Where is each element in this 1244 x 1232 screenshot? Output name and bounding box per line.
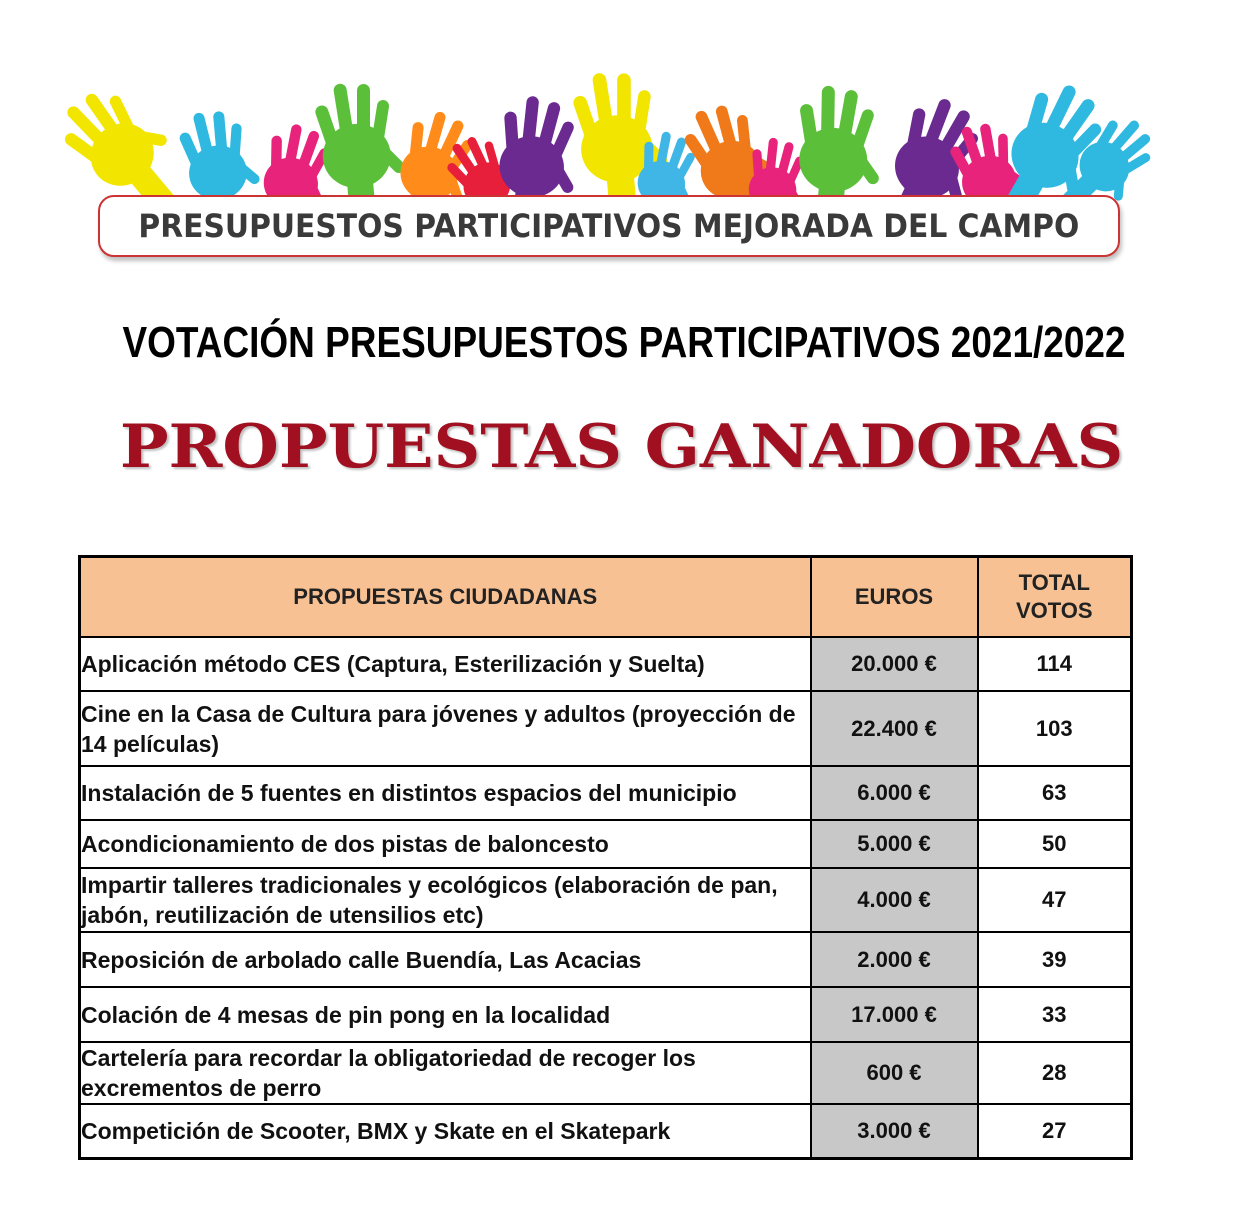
votes-cell: 103 bbox=[978, 691, 1132, 766]
votes-cell: 28 bbox=[978, 1042, 1132, 1104]
proposal-cell: Acondicionamiento de dos pistas de baloncesto bbox=[80, 820, 811, 868]
euros-cell: 3.000 € bbox=[811, 1104, 978, 1158]
proposal-cell: Instalación de 5 fuentes en distintos espacios del municipio bbox=[80, 766, 811, 820]
table-row bbox=[80, 868, 1132, 932]
page-title bbox=[0, 412, 1244, 482]
banner-text: PRESUPUESTOS PARTICIPATIVOS MEJORADA DEL CAMPO bbox=[138, 207, 1080, 245]
colorful-hands-illustration bbox=[55, 58, 1155, 208]
table-row bbox=[80, 987, 1132, 1042]
proposal-cell: Competición de Scooter, BMX y Skate en el Skatepark bbox=[80, 1104, 811, 1158]
euros-cell: 6.000 € bbox=[811, 766, 978, 820]
voting-subtitle bbox=[0, 318, 1244, 368]
subtitle-text: VOTACIÓN PRESUPUESTOS PARTICIPATIVOS 2021/2022 bbox=[122, 318, 1126, 367]
votes-cell: 39 bbox=[978, 932, 1132, 987]
table-row bbox=[80, 766, 1132, 820]
euros-cell: 17.000 € bbox=[811, 987, 978, 1042]
banner bbox=[98, 195, 1120, 257]
table-header-row bbox=[80, 557, 1132, 638]
votes-cell: 27 bbox=[978, 1104, 1132, 1158]
header-euros: EUROS bbox=[811, 557, 978, 638]
title-text: PROPUESTAS GANADORAS bbox=[120, 412, 1124, 482]
header-proposals: PROPUESTAS CIUDADANAS bbox=[80, 557, 811, 638]
euros-cell: 2.000 € bbox=[811, 932, 978, 987]
proposal-cell: Cartelería para recordar la obligatoriedad de recoger los excrementos de perro bbox=[80, 1042, 811, 1104]
euros-cell: 20.000 € bbox=[811, 637, 978, 691]
votes-cell: 33 bbox=[978, 987, 1132, 1042]
table-row bbox=[80, 1042, 1132, 1104]
table-row bbox=[80, 637, 1132, 691]
table-row bbox=[80, 820, 1132, 868]
results-table bbox=[78, 555, 1133, 1160]
euros-cell: 5.000 € bbox=[811, 820, 978, 868]
votes-cell: 114 bbox=[978, 637, 1132, 691]
votes-cell: 47 bbox=[978, 868, 1132, 932]
proposal-cell: Aplicación método CES (Captura, Esterilización y Suelta) bbox=[80, 637, 811, 691]
euros-cell: 4.000 € bbox=[811, 868, 978, 932]
proposal-cell: Impartir talleres tradicionales y ecológicos (elaboración de pan, jabón, reutilización de utensilios etc) bbox=[80, 868, 811, 932]
euros-cell: 22.400 € bbox=[811, 691, 978, 766]
table-row bbox=[80, 1104, 1132, 1158]
header-votes-line2: VOTOS bbox=[1015, 598, 1093, 623]
proposal-cell: Colación de 4 mesas de pin pong en la localidad bbox=[80, 987, 811, 1042]
header-votes-line1: TOTAL bbox=[1018, 570, 1090, 595]
euros-cell: 600 € bbox=[811, 1042, 978, 1104]
proposal-cell: Reposición de arbolado calle Buendía, Las Acacias bbox=[80, 932, 811, 987]
votes-cell: 50 bbox=[978, 820, 1132, 868]
proposal-cell: Cine en la Casa de Cultura para jóvenes y adultos (proyección de 14 películas) bbox=[80, 691, 811, 766]
header-votes bbox=[978, 557, 1132, 638]
votes-cell: 63 bbox=[978, 766, 1132, 820]
table-row bbox=[80, 691, 1132, 766]
table-row bbox=[80, 932, 1132, 987]
